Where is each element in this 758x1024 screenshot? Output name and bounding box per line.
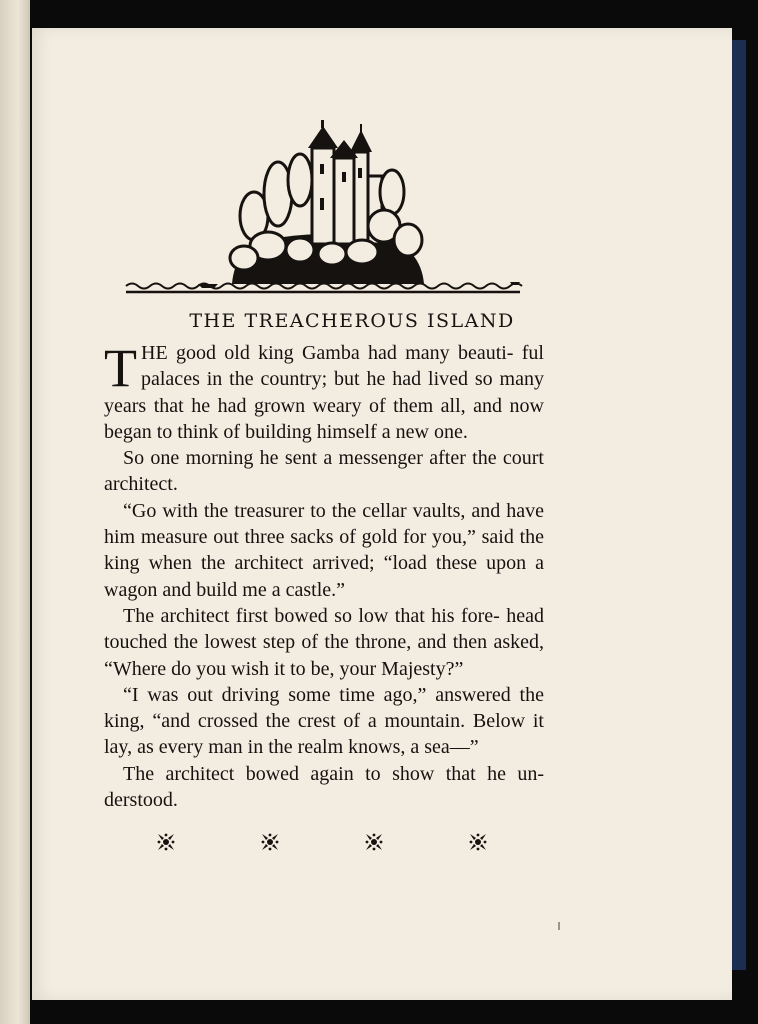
- paragraph-6: The architect bowed again to show that he un- derstood.: [104, 762, 544, 812]
- ornament-row: [32, 832, 732, 856]
- chapter-title: THE TREACHEROUS ISLAND: [189, 310, 515, 332]
- facing-page-edge: [0, 0, 30, 1024]
- paragraph-1: [104, 340, 544, 445]
- paragraph-5: “I was out driving some time ago,” answered the king, “and crossed the crest of a mountain. Below it lay, as every man in the realm knows, a sea—”: [104, 683, 544, 759]
- fleuron-icon: [468, 832, 488, 852]
- story-text: [104, 340, 544, 813]
- fleuron-icon: [260, 832, 280, 852]
- book-cover-edge: [732, 40, 746, 970]
- paragraph-2: So one morning he sent a messenger after the court architect.: [104, 447, 544, 496]
- paragraph-4: The architect first bowed so low that his fore- head touched the lowest step of the throne, and then asked, “Where do you wish it to be, your Majesty?”: [104, 604, 544, 680]
- drop-cap: T: [104, 338, 137, 398]
- fleuron-icon: [364, 832, 384, 852]
- pencil-mark: [558, 922, 560, 930]
- paragraph-1-text: HE good old king Gamba had many beauti- ful palaces in the country; but he had lived so many years that he had grown weary of them all, and now began to think of building himself a new one.: [104, 342, 544, 443]
- paragraph-3: “Go with the treasurer to the cellar vaults, and have him measure out three sacks of gold for you,” said the king when the architect arrived; “load these upon a wagon and build me a castle.”: [104, 499, 544, 601]
- fleuron-icon: [156, 832, 176, 852]
- castle-island-icon: [122, 118, 524, 298]
